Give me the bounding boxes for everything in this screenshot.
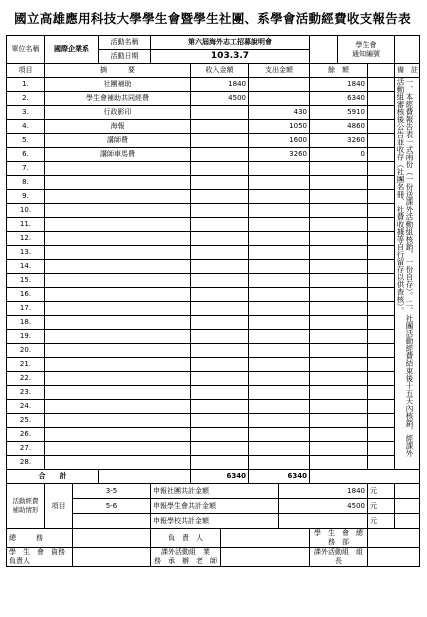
row-blank — [368, 218, 395, 232]
row-blank — [368, 78, 395, 92]
notice-number-label: 通知編號 — [352, 49, 380, 58]
funding-range-1: 3-5 — [73, 484, 151, 499]
row-number: 4. — [7, 120, 45, 134]
row-number: 20. — [7, 344, 45, 358]
table-row — [7, 316, 420, 330]
row-number: 27. — [7, 442, 45, 456]
signature-row-1 — [7, 529, 420, 548]
event-name-value: 第六屆海外志工招募說明會 — [151, 36, 309, 50]
row-summary — [45, 246, 191, 260]
table-row — [7, 260, 420, 274]
row-income — [191, 162, 249, 176]
unit-value: 國際企業系 — [45, 36, 99, 64]
row-expense — [249, 302, 310, 316]
row-income — [191, 246, 249, 260]
row-balance — [310, 428, 368, 442]
event-name-label: 活動名稱 — [99, 36, 150, 50]
sign-general-affairs: 總 務 — [7, 529, 73, 548]
row-blank — [368, 288, 395, 302]
table-row — [7, 386, 420, 400]
funding-label-1: 活動經費 — [12, 497, 39, 505]
row-number: 8. — [7, 176, 45, 190]
row-expense — [249, 260, 310, 274]
row-blank — [368, 442, 395, 456]
row-blank — [368, 414, 395, 428]
column-header-row — [7, 64, 420, 78]
funding-range-3 — [73, 514, 151, 529]
row-income — [191, 218, 249, 232]
table-row — [7, 92, 420, 106]
row-balance — [310, 358, 368, 372]
table-row — [7, 78, 420, 92]
row-income — [191, 190, 249, 204]
row-number: 2. — [7, 92, 45, 106]
table-row — [7, 344, 420, 358]
row-blank — [368, 246, 395, 260]
row-balance: 3260 — [310, 134, 368, 148]
row-number: 22. — [7, 372, 45, 386]
row-balance — [310, 344, 368, 358]
row-number: 1. — [7, 78, 45, 92]
total-income: 6340 — [191, 470, 249, 484]
row-expense — [249, 274, 310, 288]
table-row — [7, 288, 420, 302]
funding-item-label: 項目 — [45, 484, 73, 529]
row-expense — [249, 190, 310, 204]
row-income — [191, 400, 249, 414]
table-row — [7, 120, 420, 134]
funding-range-2: 5-6 — [73, 499, 151, 514]
row-summary — [45, 162, 191, 176]
row-summary — [45, 232, 191, 246]
table-row — [7, 134, 420, 148]
row-balance — [310, 456, 368, 470]
row-expense — [249, 400, 310, 414]
row-number: 9. — [7, 190, 45, 204]
table-row — [7, 330, 420, 344]
row-balance — [310, 246, 368, 260]
row-number: 14. — [7, 260, 45, 274]
col-income: 收入金額 — [191, 64, 249, 78]
row-number: 6. — [7, 148, 45, 162]
row-number: 25. — [7, 414, 45, 428]
total-label: 合 計 — [7, 470, 99, 484]
row-number: 18. — [7, 316, 45, 330]
table-row — [7, 106, 420, 120]
row-number: 23. — [7, 386, 45, 400]
header-row — [7, 36, 420, 64]
table-row — [7, 218, 420, 232]
row-expense — [249, 232, 310, 246]
row-summary — [45, 260, 191, 274]
row-balance — [310, 204, 368, 218]
row-expense — [249, 456, 310, 470]
row-expense — [249, 316, 310, 330]
table-row — [7, 232, 420, 246]
table-row — [7, 428, 420, 442]
total-expense: 6340 — [249, 470, 310, 484]
row-income — [191, 120, 249, 134]
row-blank — [368, 344, 395, 358]
row-blank — [368, 120, 395, 134]
union-label: 學生會 — [355, 40, 377, 49]
row-income — [191, 316, 249, 330]
report-form — [6, 35, 420, 567]
row-income — [191, 176, 249, 190]
row-expense — [249, 162, 310, 176]
row-summary — [45, 428, 191, 442]
row-summary — [45, 330, 191, 344]
funding-unit-1: 元 — [368, 484, 395, 499]
signature-row-2 — [7, 548, 420, 567]
row-summary — [45, 344, 191, 358]
row-income — [191, 456, 249, 470]
row-summary: 講師費 — [45, 134, 191, 148]
funding-amount-3 — [279, 514, 368, 529]
row-income — [191, 302, 249, 316]
table-row — [7, 274, 420, 288]
row-blank — [368, 316, 395, 330]
row-expense: 3260 — [249, 148, 310, 162]
row-income — [191, 134, 249, 148]
table-row — [7, 400, 420, 414]
row-summary — [45, 414, 191, 428]
row-balance — [310, 414, 368, 428]
row-balance — [310, 162, 368, 176]
row-summary — [45, 302, 191, 316]
table-row — [7, 358, 420, 372]
row-summary — [45, 456, 191, 470]
row-summary — [45, 442, 191, 456]
table-row — [7, 148, 420, 162]
row-summary: 社團補助 — [45, 78, 191, 92]
row-expense — [249, 78, 310, 92]
row-blank — [368, 386, 395, 400]
table-row — [7, 190, 420, 204]
row-income — [191, 442, 249, 456]
row-expense — [249, 204, 310, 218]
row-summary — [45, 274, 191, 288]
notice-number-value — [395, 36, 420, 64]
row-blank — [368, 330, 395, 344]
row-expense — [249, 92, 310, 106]
row-income — [191, 330, 249, 344]
col-expense: 支出金額 — [249, 64, 310, 78]
row-income: 4500 — [191, 92, 249, 106]
table-row — [7, 302, 420, 316]
sign-activities-teacher: 課外活動組 業 務 承 辦 老 師 — [151, 548, 221, 567]
row-income — [191, 372, 249, 386]
row-blank — [368, 302, 395, 316]
funding-label-row-3: 申報學校共計金額 — [151, 514, 279, 529]
row-income — [191, 358, 249, 372]
row-income — [191, 260, 249, 274]
sign-union-general-affairs: 學 生 會 總 務 部 — [310, 529, 368, 548]
col-item: 項目 — [7, 64, 45, 78]
row-balance: 6340 — [310, 92, 368, 106]
row-balance — [310, 302, 368, 316]
row-income — [191, 204, 249, 218]
row-blank — [368, 456, 395, 470]
report-page — [4, 4, 421, 612]
funding-row-1 — [7, 484, 420, 499]
funding-label-row-2: 申報學生會共計金額 — [151, 499, 279, 514]
remark-text: 一、本經費報告表一式兩份（一份送課外活動組核銷，一份自存）。二、社團活動經費結束後十五天內核銷，經課外活動組審核後公告並收存（社團名冊、社費收據等自行留存以供查核）。 — [396, 78, 414, 457]
row-summary — [45, 190, 191, 204]
row-blank — [368, 148, 395, 162]
row-number: 12. — [7, 232, 45, 246]
row-income — [191, 386, 249, 400]
table-row — [7, 372, 420, 386]
row-expense — [249, 372, 310, 386]
row-balance — [310, 372, 368, 386]
row-balance — [310, 316, 368, 330]
row-summary — [45, 288, 191, 302]
row-income: 1840 — [191, 78, 249, 92]
row-summary: 學生會補助共同經費 — [45, 92, 191, 106]
row-number: 16. — [7, 288, 45, 302]
row-number: 17. — [7, 302, 45, 316]
row-number: 11. — [7, 218, 45, 232]
row-expense — [249, 386, 310, 400]
row-summary: 講師車馬費 — [45, 148, 191, 162]
row-number: 21. — [7, 358, 45, 372]
row-summary — [45, 218, 191, 232]
sign-union-finance: 學 生 會 資務負責人 — [7, 548, 73, 567]
col-summary: 摘 要 — [45, 64, 191, 78]
table-row — [7, 162, 420, 176]
row-balance — [310, 190, 368, 204]
row-income — [191, 148, 249, 162]
col-remark: 備 註 — [395, 64, 420, 78]
row-summary — [45, 400, 191, 414]
row-summary: 行政影印 — [45, 106, 191, 120]
row-number: 5. — [7, 134, 45, 148]
row-summary — [45, 372, 191, 386]
table-row — [7, 414, 420, 428]
row-expense — [249, 414, 310, 428]
row-expense — [249, 246, 310, 260]
funding-unit-2: 元 — [368, 499, 395, 514]
row-expense — [249, 176, 310, 190]
row-number: 7. — [7, 162, 45, 176]
row-income — [191, 232, 249, 246]
funding-amount-1: 1840 — [279, 484, 368, 499]
row-balance — [310, 330, 368, 344]
sign-person-in-charge: 負 責 人 — [151, 529, 221, 548]
row-balance — [310, 442, 368, 456]
row-summary — [45, 316, 191, 330]
row-blank — [368, 274, 395, 288]
row-summary: 海報 — [45, 120, 191, 134]
row-expense — [249, 344, 310, 358]
row-blank — [368, 176, 395, 190]
unit-label: 單位名稱 — [7, 36, 45, 64]
row-number: 3. — [7, 106, 45, 120]
row-balance: 1840 — [310, 78, 368, 92]
row-number: 19. — [7, 330, 45, 344]
col-balance: 餘 額 — [310, 64, 368, 78]
row-blank — [368, 400, 395, 414]
row-income — [191, 344, 249, 358]
row-balance — [310, 218, 368, 232]
row-income — [191, 428, 249, 442]
funding-amount-2: 4500 — [279, 499, 368, 514]
page-title: 國立高雄應用科技大學學生會暨學生社團、系學會活動經費收支報告表 — [14, 11, 411, 26]
row-number: 15. — [7, 274, 45, 288]
row-number: 10. — [7, 204, 45, 218]
row-summary — [45, 386, 191, 400]
row-blank — [368, 232, 395, 246]
row-income — [191, 274, 249, 288]
row-expense — [249, 442, 310, 456]
row-number: 26. — [7, 428, 45, 442]
row-number: 28. — [7, 456, 45, 470]
row-blank — [368, 260, 395, 274]
row-balance — [310, 288, 368, 302]
row-number: 13. — [7, 246, 45, 260]
row-income — [191, 414, 249, 428]
row-summary — [45, 204, 191, 218]
row-summary — [45, 358, 191, 372]
entries-body — [7, 78, 420, 470]
row-expense: 430 — [249, 106, 310, 120]
row-balance — [310, 176, 368, 190]
row-expense — [249, 428, 310, 442]
row-expense — [249, 288, 310, 302]
total-row — [7, 470, 420, 484]
row-balance — [310, 232, 368, 246]
row-income — [191, 288, 249, 302]
row-expense: 1600 — [249, 134, 310, 148]
funding-label-2: 補助情形 — [12, 506, 39, 514]
row-blank — [368, 204, 395, 218]
row-expense — [249, 358, 310, 372]
row-blank — [368, 92, 395, 106]
row-balance — [310, 260, 368, 274]
row-expense: 1050 — [249, 120, 310, 134]
funding-unit-3: 元 — [368, 514, 395, 529]
row-balance: 5910 — [310, 106, 368, 120]
row-blank — [368, 428, 395, 442]
table-row — [7, 456, 420, 470]
funding-label-row-1: 申報社團共計金額 — [151, 484, 279, 499]
row-balance — [310, 274, 368, 288]
row-balance: 4860 — [310, 120, 368, 134]
row-income — [191, 106, 249, 120]
row-balance — [310, 386, 368, 400]
table-row — [7, 204, 420, 218]
row-blank — [368, 358, 395, 372]
row-balance: 0 — [310, 148, 368, 162]
table-row — [7, 246, 420, 260]
table-row — [7, 176, 420, 190]
row-blank — [368, 372, 395, 386]
row-summary — [45, 176, 191, 190]
row-number: 24. — [7, 400, 45, 414]
row-balance — [310, 400, 368, 414]
row-blank — [368, 162, 395, 176]
row-expense — [249, 218, 310, 232]
row-blank — [368, 106, 395, 120]
table-row — [7, 442, 420, 456]
event-date-value: 103.3.7 — [210, 51, 250, 61]
row-expense — [249, 330, 310, 344]
event-date-label: 活動日期 — [110, 52, 139, 60]
sign-activities-head: 課外活動組 組 長 — [310, 548, 368, 567]
row-blank — [368, 134, 395, 148]
row-blank — [368, 190, 395, 204]
